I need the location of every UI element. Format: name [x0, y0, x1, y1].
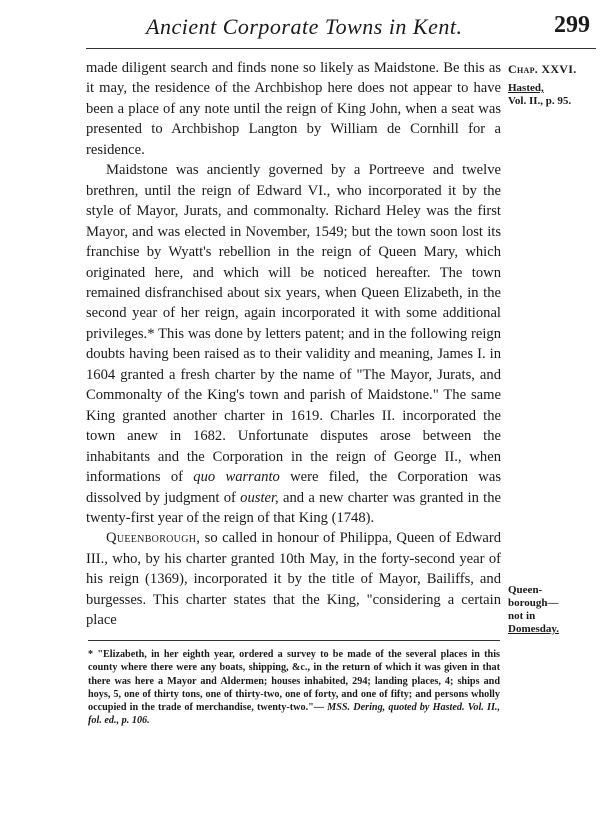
paragraph-text: were filed, the Corporation was dissolved by judgment of — [86, 469, 501, 506]
footnote-source: MSS. Dering, quoted by Hasted. Vol. II., fol. ed., p. 106. — [88, 702, 501, 727]
footnote-text: * "Elizabeth, in her eighth year, ordered a survey to be made of the several places in this county where there were any boats, shipping, &c., in the return of which it was given in that there was here a Mayor and Aldermen; houses inhabited, 294; landing places, 4; ships and hoys, 5, one of thirty tons, one of thirty-two, one of forty, and one of fifty; and persons wholly occupied in the trade of merchandise, twenty-two."— — [88, 649, 500, 714]
page-number: 299 — [554, 12, 590, 38]
margin-note-line: Queen- — [508, 584, 543, 596]
paragraph: made diligent search and finds none so likely as Maidstone. Be this as it may, the residence of the Archbishop here does not appear to have been a place of any note until the reign of King John, when a seat was presented to Archbishop Langton by William de Cornhill for a residence. — [86, 60, 501, 158]
margin-ref-volume: Vol. II., p. 95. — [508, 95, 572, 107]
running-title: Ancient Corporate Towns in Kent. — [146, 14, 463, 39]
chapter-label: Chap. XXVI. — [508, 62, 577, 76]
running-header — [86, 8, 596, 49]
paragraph-text: and a new charter was granted in the twenty-first year of the reign of that King (1748). — [86, 489, 501, 526]
paragraph — [86, 160, 501, 528]
margin-note-queenborough — [508, 584, 600, 636]
margin-ref-author: Hasted, — [508, 82, 544, 94]
paragraph-text: Maidstone was anciently governed by a Portreeve and twelve brethren, until the reign of Edward VI., who incorporated it by the style of Mayor, Jurats, and commonalty. Richard Heley was the first Mayor, and was elected in November, 1549; but the town soon lost its franchise by Wyatt's rebellion in the reign of Queen Mary, which originated here, and which will be noticed hereafter. The town remained disfranchised about six years, when Queen Elizabeth, in the second year of her reign, again incorporated it with some additional privileges.* This was done by letters patent; and in the following reign doubts having been raised as to their validity and meaning, James I. in 1604 granted a fresh charter by the name of "The Mayor, Jurats, and Commonalty of the King's town and parish of Maidstone." The same King granted another charter in 1619. Charles II. incorporated the town anew in 1682. Unfortunate disputes arose between the inhabitants and the Corporation in the reign of George II., when informations of — [86, 162, 501, 486]
latin-term: quo warranto — [193, 469, 280, 486]
paragraph — [86, 528, 501, 630]
margin-note-chapter — [508, 63, 600, 108]
main-text — [86, 58, 501, 631]
margin-note-line: not in — [508, 610, 536, 622]
margin-note-line: borough— — [508, 597, 559, 609]
paragraph-text: so called in honour of Philippa, Queen of Edward III., who, by his charter granted 10th May, in the forty-second year of his reign (1369), incorporated it by the title of Mayor, Bailiffs, and burgesses. This charter states that the King, "considering a certain place — [86, 530, 501, 629]
footnote-rule — [88, 640, 500, 641]
place-name: Queenborough, — [106, 530, 201, 547]
margin-note-line: Domesday. — [508, 623, 560, 635]
latin-term: ouster, — [240, 489, 279, 506]
footnote — [88, 648, 500, 728]
